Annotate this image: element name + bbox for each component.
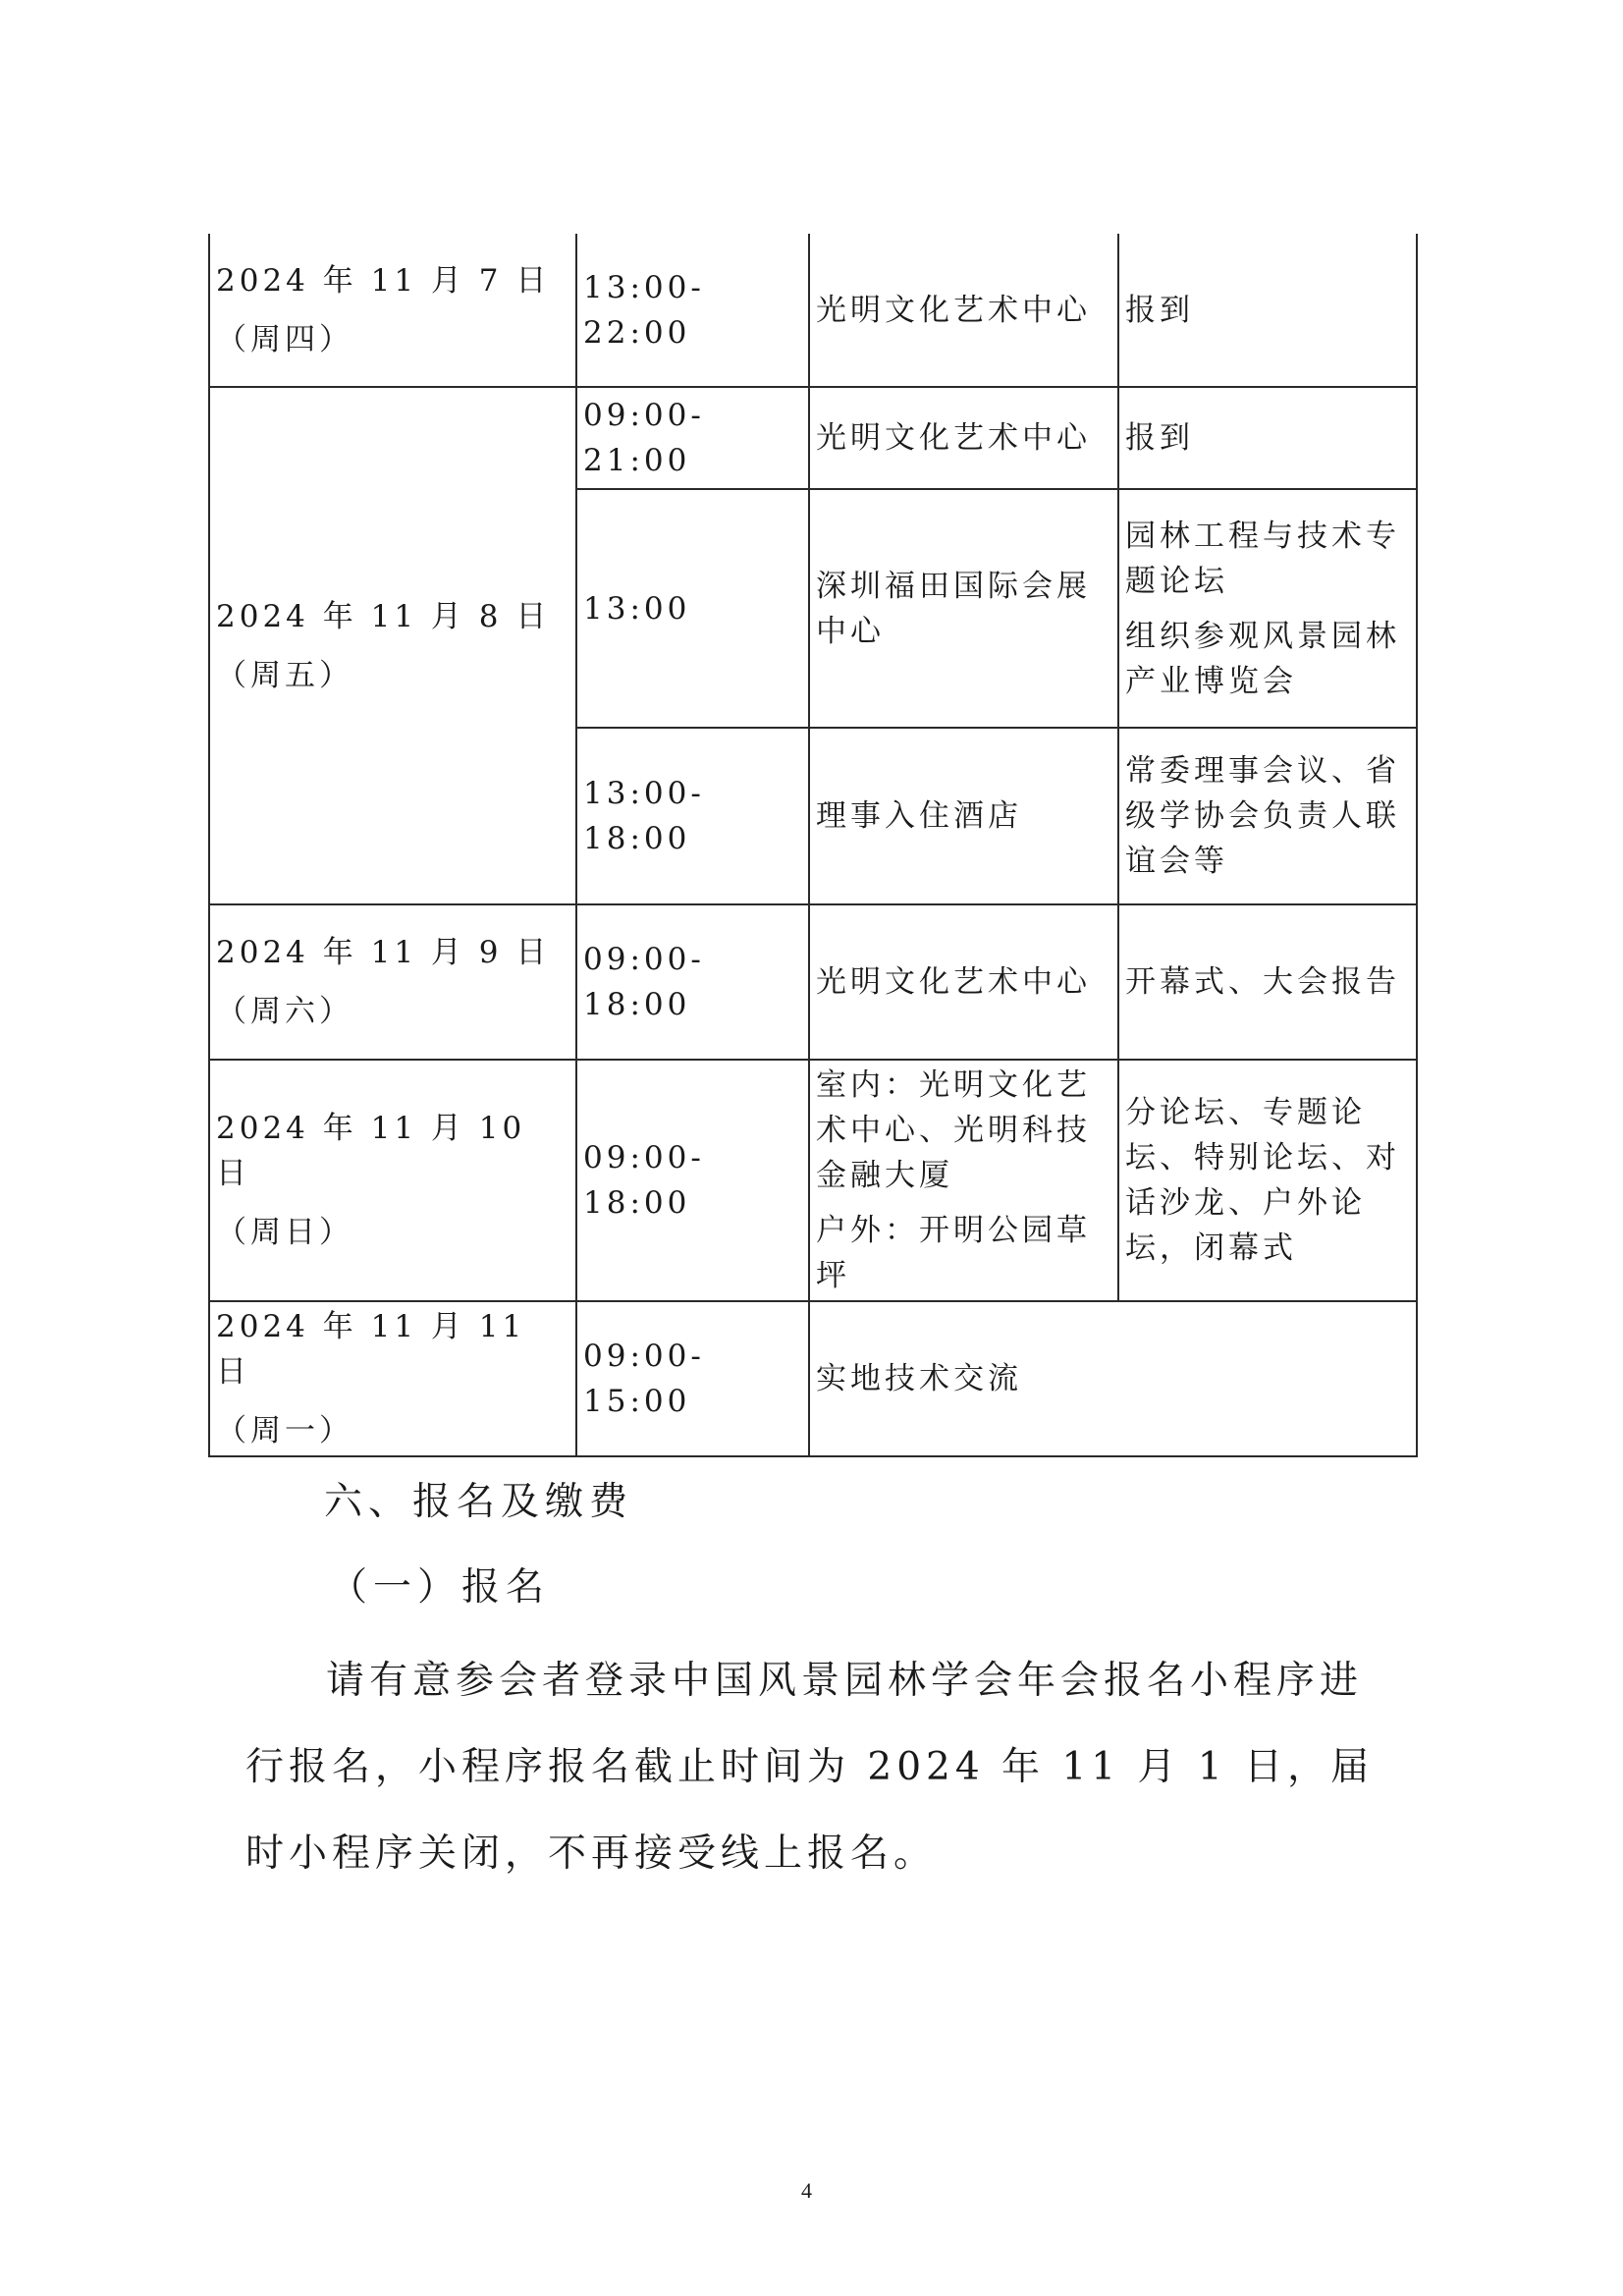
schedule-table xyxy=(208,234,1418,1457)
weekday-text: （周日） xyxy=(216,1215,353,1250)
date-text: 2024 年 11 月 9 日 xyxy=(216,935,551,970)
activity-cell: 报到 xyxy=(1118,234,1417,387)
activity-cell xyxy=(1118,489,1417,728)
subsection-heading: （一）报名 xyxy=(329,1565,551,1610)
time-cell: 09:00-15:00 xyxy=(576,1301,809,1456)
date-cell xyxy=(209,904,576,1060)
table-row xyxy=(209,387,1417,489)
location-cell: 光明文化艺术中心 xyxy=(809,234,1118,387)
time-cell: 09:00-18:00 xyxy=(576,904,809,1060)
table-row xyxy=(209,1060,1417,1301)
location-cell xyxy=(809,1060,1118,1301)
date-cell xyxy=(209,387,576,904)
location-text: 户外：开明公园草坪 xyxy=(816,1213,1091,1293)
location-cell: 光明文化艺术中心 xyxy=(809,387,1118,489)
weekday-text: （周一） xyxy=(216,1413,353,1449)
registration-paragraph: 请有意参会者登录中国风景园林学会年会报名小程序进行报名，小程序报名截止时间为 2024 年 11 月 1 日，届时小程序关闭，不再接受线上报名。 xyxy=(245,1659,1375,1876)
time-cell: 13:00-22:00 xyxy=(576,234,809,387)
activity-cell: 实地技术交流 xyxy=(809,1301,1417,1456)
weekday-text: （周四） xyxy=(216,321,353,357)
location-text: 室内：光明文化艺术中心、光明科技金融大厦 xyxy=(816,1067,1091,1193)
date-text: 2024 年 11 月 10 日 xyxy=(216,1111,526,1191)
location-cell: 理事入住酒店 xyxy=(809,728,1118,904)
date-cell xyxy=(209,1301,576,1456)
page-number: 4 xyxy=(801,2178,812,2203)
date-cell xyxy=(209,234,576,387)
table-row xyxy=(209,1301,1417,1456)
weekday-text: （周六） xyxy=(216,994,353,1029)
activity-text: 园林工程与技术专题论坛 xyxy=(1125,518,1400,599)
activity-cell: 报到 xyxy=(1118,387,1417,489)
table-row xyxy=(209,904,1417,1060)
weekday-text: （周五） xyxy=(216,657,353,693)
time-cell: 13:00 xyxy=(576,489,809,728)
activity-cell: 分论坛、专题论坛、特别论坛、对话沙龙、户外论坛，闭幕式 xyxy=(1118,1060,1417,1301)
date-text: 2024 年 11 月 7 日 xyxy=(216,262,551,299)
location-cell: 深圳福田国际会展中心 xyxy=(809,489,1118,728)
time-cell: 09:00-21:00 xyxy=(576,387,809,489)
time-cell: 13:00-18:00 xyxy=(576,728,809,904)
date-cell xyxy=(209,1060,576,1301)
date-text: 2024 年 11 月 11 日 xyxy=(216,1309,526,1390)
activity-text: 组织参观风景园林产业博览会 xyxy=(1125,618,1400,699)
time-cell: 09:00-18:00 xyxy=(576,1060,809,1301)
activity-cell: 开幕式、大会报告 xyxy=(1118,904,1417,1060)
activity-cell: 常委理事会议、省级学协会负责人联谊会等 xyxy=(1118,728,1417,904)
location-cell: 光明文化艺术中心 xyxy=(809,904,1118,1060)
table-row xyxy=(209,234,1417,387)
date-text: 2024 年 11 月 8 日 xyxy=(216,598,551,634)
section-heading: 六、报名及缴费 xyxy=(324,1480,634,1524)
